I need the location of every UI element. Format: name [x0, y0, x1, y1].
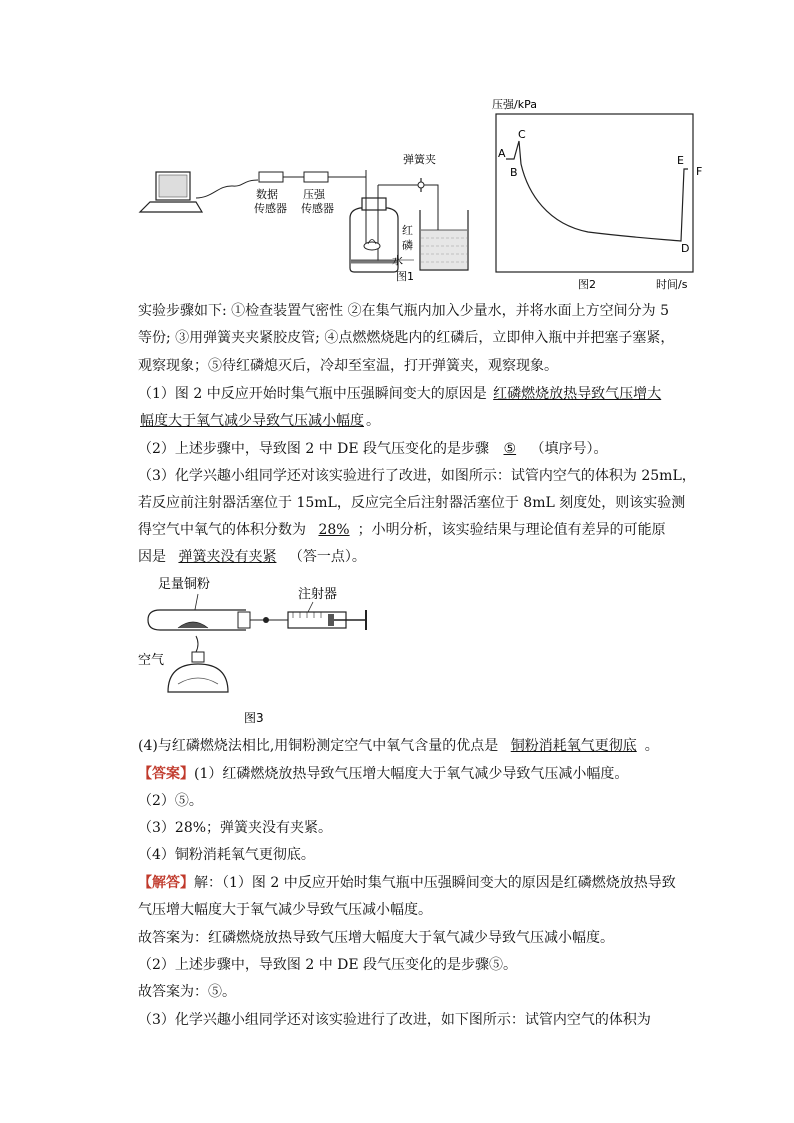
test-tube: [148, 610, 250, 630]
laptop-icon: [140, 172, 202, 212]
water-label: 水: [392, 254, 403, 267]
solution-1-line-2: 气压增大幅度大于氧气减少导致气压减小幅度。: [138, 902, 432, 918]
solution-2-line: （2）上述步骤中，导致图 2 中 DE 段气压变化的是步骤⑤。: [138, 957, 518, 973]
solution-line-1: [138, 874, 698, 892]
q3-line4-suffix: （答一点）。: [288, 549, 366, 565]
solution-1-answer: 故答案为：红磷燃烧放热导致气压增大幅度大于氧气减少导致气压减小幅度。: [138, 930, 614, 946]
q3-line-2: 若反应前注射器活塞位于 15mL，反应完全后注射器活塞位于 8mL 刻度处，则该实验测: [138, 495, 686, 511]
sensor1-label-line2: 传感器: [254, 202, 287, 215]
phosphorus-label-line1: 红: [402, 224, 413, 237]
syringe: [288, 610, 366, 630]
phosphorus-label-line2: 磷: [402, 239, 413, 252]
q2-suffix: （填序号）。: [530, 441, 608, 457]
figure1-caption: 图1: [396, 270, 414, 283]
q3-answer-1: 28%: [318, 522, 350, 538]
q3-line-4: [138, 548, 698, 566]
q2-answer: ⑤: [503, 441, 517, 457]
q3-line-3: [138, 521, 698, 539]
sensor1-label-line1: 数据: [256, 188, 278, 201]
q2-prefix: （2）上述步骤中，导致图 2 中 DE 段气压变化的是步骤: [138, 441, 490, 457]
y-axis-label: 压强/kPa: [492, 98, 537, 111]
point-label-e: E: [677, 154, 684, 167]
answer-4: （4）铜粉消耗氧气更彻底。: [138, 847, 315, 863]
beaker: [420, 210, 468, 270]
figure-3-copper-apparatus: [138, 572, 378, 727]
point-label-b: B: [510, 166, 518, 179]
solution-3-line: （3）化学兴趣小组同学还对该实验进行了改进，如下图所示：试管内空气的体积为: [138, 1012, 651, 1028]
answer-3: （3）28%；弹簧夹没有夹紧。: [138, 820, 333, 836]
q3-line-1: （3）化学兴趣小组同学还对该实验进行了改进，如图所示：试管内空气的体积为 25mL，: [138, 468, 696, 484]
solution-1-line-1: 解：（1）图 2 中反应开始时集气瓶中压强瞬间变大的原因是红磷燃烧放热导致: [194, 875, 676, 891]
spring-clip-icon: [418, 178, 424, 192]
q3-answer-2: 弹簧夹没有夹紧: [178, 549, 277, 565]
point-label-d: D: [681, 242, 690, 255]
answer-line-1: [138, 765, 698, 783]
q1-suffix: 。: [366, 413, 380, 429]
q2-line: [138, 440, 698, 458]
point-label-a: A: [498, 147, 506, 160]
answer-2: （2）⑤。: [138, 793, 203, 809]
sensor2-label-line1: 压强: [303, 188, 325, 201]
answer-1: (1）红磷燃烧放热导致气压增大幅度大于氧气减少导致气压减小幅度。: [194, 766, 629, 782]
q4-suffix: 。: [644, 738, 659, 754]
x-axis-label: 时间/s: [656, 278, 688, 291]
solution-tag: 【解答】: [138, 875, 194, 891]
valve-icon: [263, 617, 269, 623]
gas-bottle: [350, 170, 428, 272]
q1-answer-part2: 幅度大于氧气减少导致气压减小幅度: [140, 413, 364, 429]
q3-line3-prefix: 得空气中氧气的体积分数为: [138, 522, 306, 538]
q3-line4-prefix: 因是: [138, 549, 166, 565]
figure2-caption: 图2: [578, 278, 596, 291]
q3-line3-suffix: ；小明分析，该实验结果与理论值有差异的可能原: [357, 522, 666, 538]
clip-label: 弹簧夹: [403, 153, 436, 166]
sensor2-label-line2: 传感器: [301, 202, 334, 215]
figure-1-apparatus: [138, 150, 473, 283]
q1-line-2: [138, 412, 698, 430]
copper-label: 足量铜粉: [158, 577, 211, 592]
solution-2-answer: 故答案为：⑤。: [138, 984, 236, 1000]
alcohol-lamp: [168, 636, 228, 692]
air-label: 空气: [138, 653, 165, 668]
answer-tag: 【答案】: [138, 766, 194, 782]
q4-answer: 铜粉消耗氧气更彻底: [510, 738, 637, 754]
q4-prefix: (4)与红磷燃烧法相比,用铜粉测定空气中氧气含量的优点是: [138, 738, 499, 754]
q1-line-1: [138, 385, 698, 403]
figure3-caption: 图3: [244, 711, 264, 725]
steps-line-1: 实验步骤如下: ①检查装置气密性 ②在集气瓶内加入少量水，并将水面上方空间分为 5: [138, 303, 669, 319]
q1-prefix: （1）图 2 中反应开始时集气瓶中压强瞬间变大的原因是: [138, 386, 487, 402]
q4-line: [138, 737, 698, 755]
q1-answer-part1: 红磷燃烧放热导致气压增大: [493, 386, 662, 402]
figure-2-pressure-graph: [488, 94, 710, 294]
steps-line-2: 等份; ③用弹簧夹夹紧胶皮管; ④点燃燃烧匙内的红磷后，立即伸入瓶中并把塞子塞紧，: [138, 330, 675, 346]
syringe-label: 注射器: [298, 587, 338, 602]
point-label-f: F: [696, 165, 703, 178]
point-label-c: C: [518, 128, 526, 141]
steps-line-3: 观察现象；⑤待红磷熄灭后，冷却至室温，打开弹簧夹，观察现象。: [138, 358, 558, 374]
